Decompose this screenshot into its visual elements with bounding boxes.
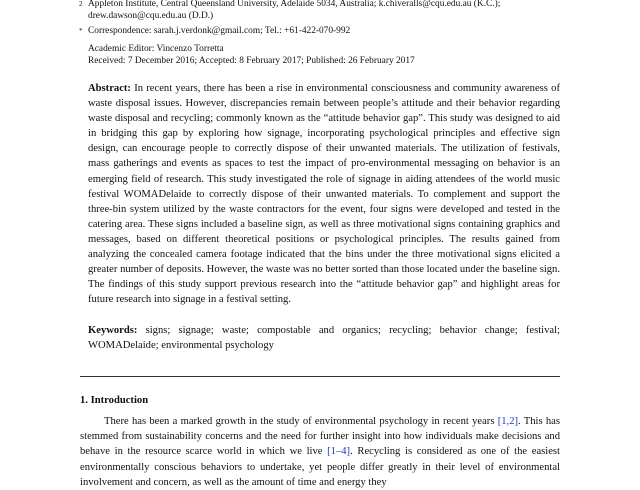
intro-text-3: . Recycling is considered as one of the easiest environmentally conscious behaviors to undertake, yet people differ greatly in their level of environmental involvement and concern, as well as the amount of time and energy they: [80, 446, 560, 488]
publication-dates: Received: 7 December 2016; Accepted: 8 February 2017; Published: 26 February 2017: [88, 56, 415, 66]
citation-link[interactable]: [1–4]: [327, 446, 351, 458]
citation-link[interactable]: [1,2]: [497, 416, 519, 427]
affiliation-2: [79, 0, 568, 22]
keywords: [88, 323, 560, 353]
intro-text-2: . This has stemmed from sustainability concerns and the need for further insight into how individuals make decisions and behave in the resource scarce world in which we live: [80, 416, 560, 458]
correspondence-mark: *: [79, 27, 83, 35]
affiliation-text-line2: drew.dawson@cqu.edu.au (D.D.): [88, 11, 214, 21]
correspondence-text: Correspondence: sarah.j.verdonk@gmail.com; Tel.: +61-422-070-992: [88, 26, 351, 36]
keywords-text: signs; signage; waste; compostable and organics; recycling; behavior change; festival; WOMADelaide; environmental psychology: [88, 325, 560, 352]
correspondence: [79, 25, 568, 37]
keywords-label: Keywords:: [88, 325, 138, 336]
section-divider: [80, 376, 560, 377]
affiliation-mark: 2: [79, 0, 83, 8]
affiliation-text-line1: Appleton Institute, Central Queensland University, Adelaide 5034, Australia; k.chiveralls@cqu.edu.au (K.C.);: [88, 0, 501, 9]
section-heading: 1. Introduction: [80, 395, 149, 406]
abstract-text: In recent years, there has been a rise in environmental consciousness and community awareness of waste disposal issues. However, discrepancies remain between people’s attitude and their behavior regarding waste disposal and recycling; commonly known as the “attitude behavior gap”. This study was designed to aid in bridging this gap by exploring how signage, incorporating psychological principles and effective sign design, can encourage people to correctly dispose of their unwanted materials. The utilization of festivals, mass gatherings and events as spaces to test the impact of pro-environmental messaging on behavior is an emerging field of research. This study investigated the role of signage in aiding attendees of the world music festival WOMADelaide to correctly dispose of their unwanted materials. To complement and support the three-bin system utilized by the waste contractors for the event, four signs were developed and tested in the catering area. These signs included a baseline sign, as well as three motivational signs containing graphics and messages, based on different theoretical positions or psychological principles. The results gained from analyzing the concealed camera footage indicated that the bins under the three motivational signs elicited a greater number of deposits. However, the waste was no better sorted than those located under the baseline sign. The findings of this study support previous research into the “attitude behavior gap” and highlight areas for future research into signage in a festival setting.: [88, 83, 560, 306]
abstract: [88, 81, 560, 307]
intro-text-1: There has been a marked growth in the study of environmental psychology in recent years: [104, 416, 498, 427]
academic-editor: Academic Editor: Vincenzo Torretta: [88, 44, 224, 54]
introduction-paragraph: [80, 414, 560, 490]
abstract-label: Abstract:: [88, 83, 131, 94]
